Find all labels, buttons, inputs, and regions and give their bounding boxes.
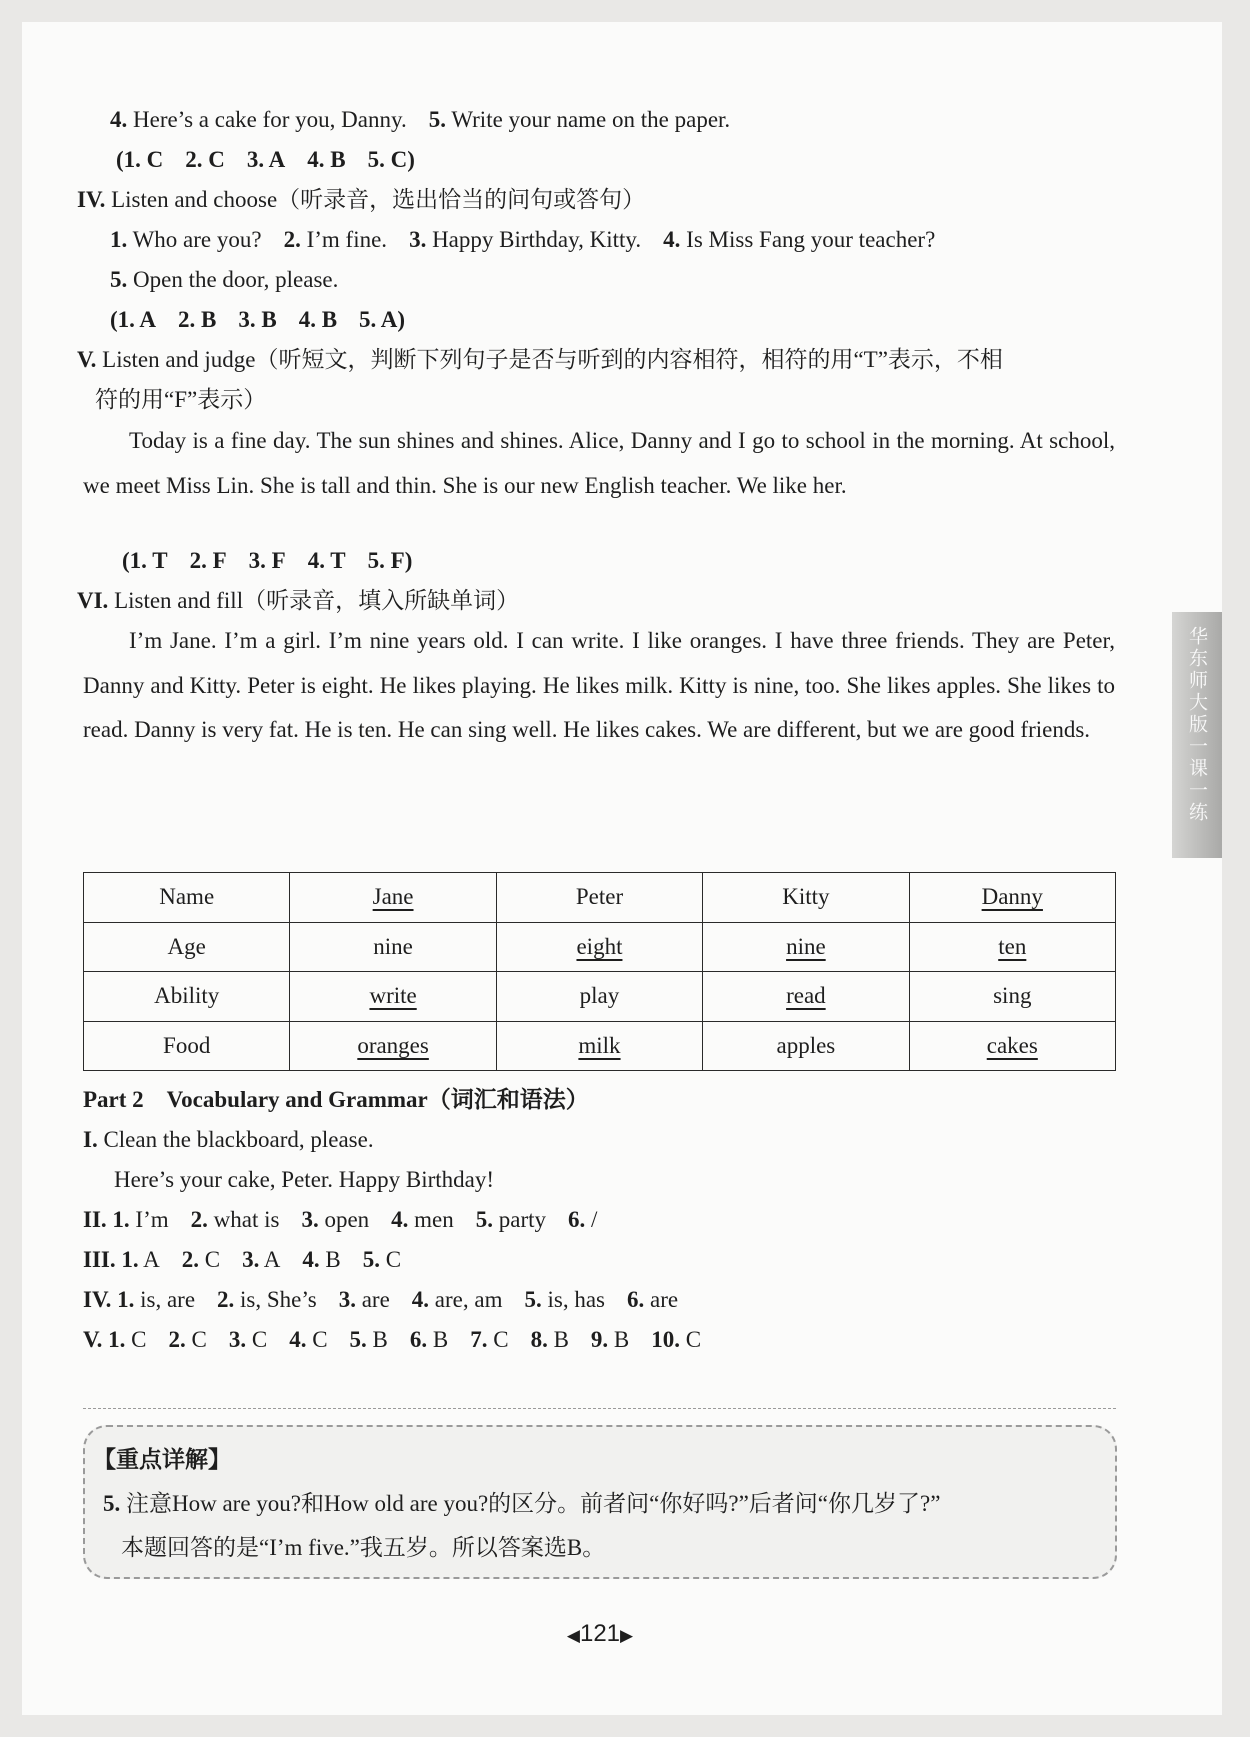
section-iv-heading: IV. Listen and choose（听录音，选出恰当的问句或答句） — [77, 187, 646, 212]
table-cell: sing — [909, 972, 1115, 1022]
section-vi-heading: VI. Listen and fill（听录音，填入所缺单词） — [77, 588, 520, 613]
table-cell: apples — [703, 1021, 909, 1071]
right-triangle-icon: ▶ — [620, 1626, 634, 1645]
section-v-passage: Today is a fine day. The sun shines and shines. Alice, Danny and I go to school in the morning. At school, we meet Miss Lin. She is tall and thin. She is our new English teacher. We like her. — [83, 428, 1115, 498]
table-cell: eight — [496, 922, 702, 972]
table-cell: write — [290, 972, 496, 1022]
section-iv-items: 1. Who are you? 2. I’m fine. 3. Happy Birthday, Kitty. 4. Is Miss Fang your teacher? — [110, 227, 936, 252]
section-v-heading-line2: 符的用“F”表示） — [95, 387, 267, 412]
table-cell: cakes — [909, 1021, 1115, 1071]
side-tab — [1172, 612, 1222, 858]
listen-line-4-5: 4. Here’s a cake for you, Danny. 5. Write your name on the paper. — [110, 107, 731, 132]
left-triangle-icon: ◀ — [566, 1626, 580, 1645]
table-cell: Peter — [496, 873, 702, 923]
part2-i-line2: Here’s your cake, Peter. Happy Birthday! — [114, 1167, 495, 1192]
key-points-line1: 5. 注意How are you?和How old are you?的区分。前者问“你好吗?”后者问“你几岁了?” — [103, 1491, 941, 1516]
table-cell: nine — [290, 922, 496, 972]
table-cell: Danny — [909, 873, 1115, 923]
table-cell: Name — [84, 873, 290, 923]
table-cell: play — [496, 972, 702, 1022]
section-v-heading: V. Listen and judge（听短文，判断下列句子是否与听到的内容相符，相符的用“T”表示，不相 — [77, 347, 1003, 372]
part2-title: Part 2 Vocabulary and Grammar（词汇和语法） — [83, 1087, 589, 1112]
divider — [83, 1408, 1116, 1409]
table-cell: nine — [703, 922, 909, 972]
section-iv-answers: (1. A 2. B 3. B 4. B 5. A) — [110, 307, 406, 332]
key-points-line2: 本题回答的是“I’m five.”我五岁。所以答案选B。 — [121, 1535, 606, 1560]
table-cell: oranges — [290, 1021, 496, 1071]
part2-v: V. 1. C 2. C 3. C 4. C 5. B 6. B 7. C 8. B 9. B 10. C — [83, 1327, 702, 1352]
page-number: ◀121▶ — [566, 1620, 634, 1647]
part2-i-line1: I. Clean the blackboard, please. — [83, 1127, 374, 1152]
table-row — [84, 922, 1116, 972]
key-points-box — [83, 1425, 1117, 1579]
listen-answers: (1. C 2. C 3. A 4. B 5. C) — [116, 147, 415, 172]
table-cell: milk — [496, 1021, 702, 1071]
key-points-title: 【重点详解】 — [93, 1447, 231, 1472]
table-row — [84, 1021, 1116, 1071]
table-cell: Kitty — [703, 873, 909, 923]
part2-iv: IV. 1. is, are 2. is, She’s 3. are 4. are, am 5. is, has 6. are — [83, 1287, 679, 1312]
table-cell: Age — [84, 922, 290, 972]
table-cell: Food — [84, 1021, 290, 1071]
part2-iii: III. 1. A 2. C 3. A 4. B 5. C — [83, 1247, 402, 1272]
fill-table — [83, 872, 1116, 1071]
section-iv-item-5: 5. Open the door, please. — [110, 267, 339, 292]
table-row — [84, 972, 1116, 1022]
section-vi-passage: I’m Jane. I’m a girl. I’m nine years old. I can write. I like oranges. I have three friends. They are Peter, Danny and Kitty. Peter is eight. He likes playing. He likes milk. Kitty is nine, too. She likes apples. She likes to read. Danny is very fat. He is ten. He can sing well. He likes cakes. We are different, but we are good friends. — [83, 628, 1115, 742]
table-cell: Jane — [290, 873, 496, 923]
table-row — [84, 873, 1116, 923]
table-cell: Ability — [84, 972, 290, 1022]
side-tab-label: 华东师大版一课一练 — [1186, 626, 1208, 824]
table-cell: read — [703, 972, 909, 1022]
table-cell: ten — [909, 922, 1115, 972]
section-v-answers: (1. T 2. F 3. F 4. T 5. F) — [122, 548, 413, 573]
part2-ii: II. 1. I’m 2. what is 3. open 4. men 5. party 6. / — [83, 1207, 598, 1232]
